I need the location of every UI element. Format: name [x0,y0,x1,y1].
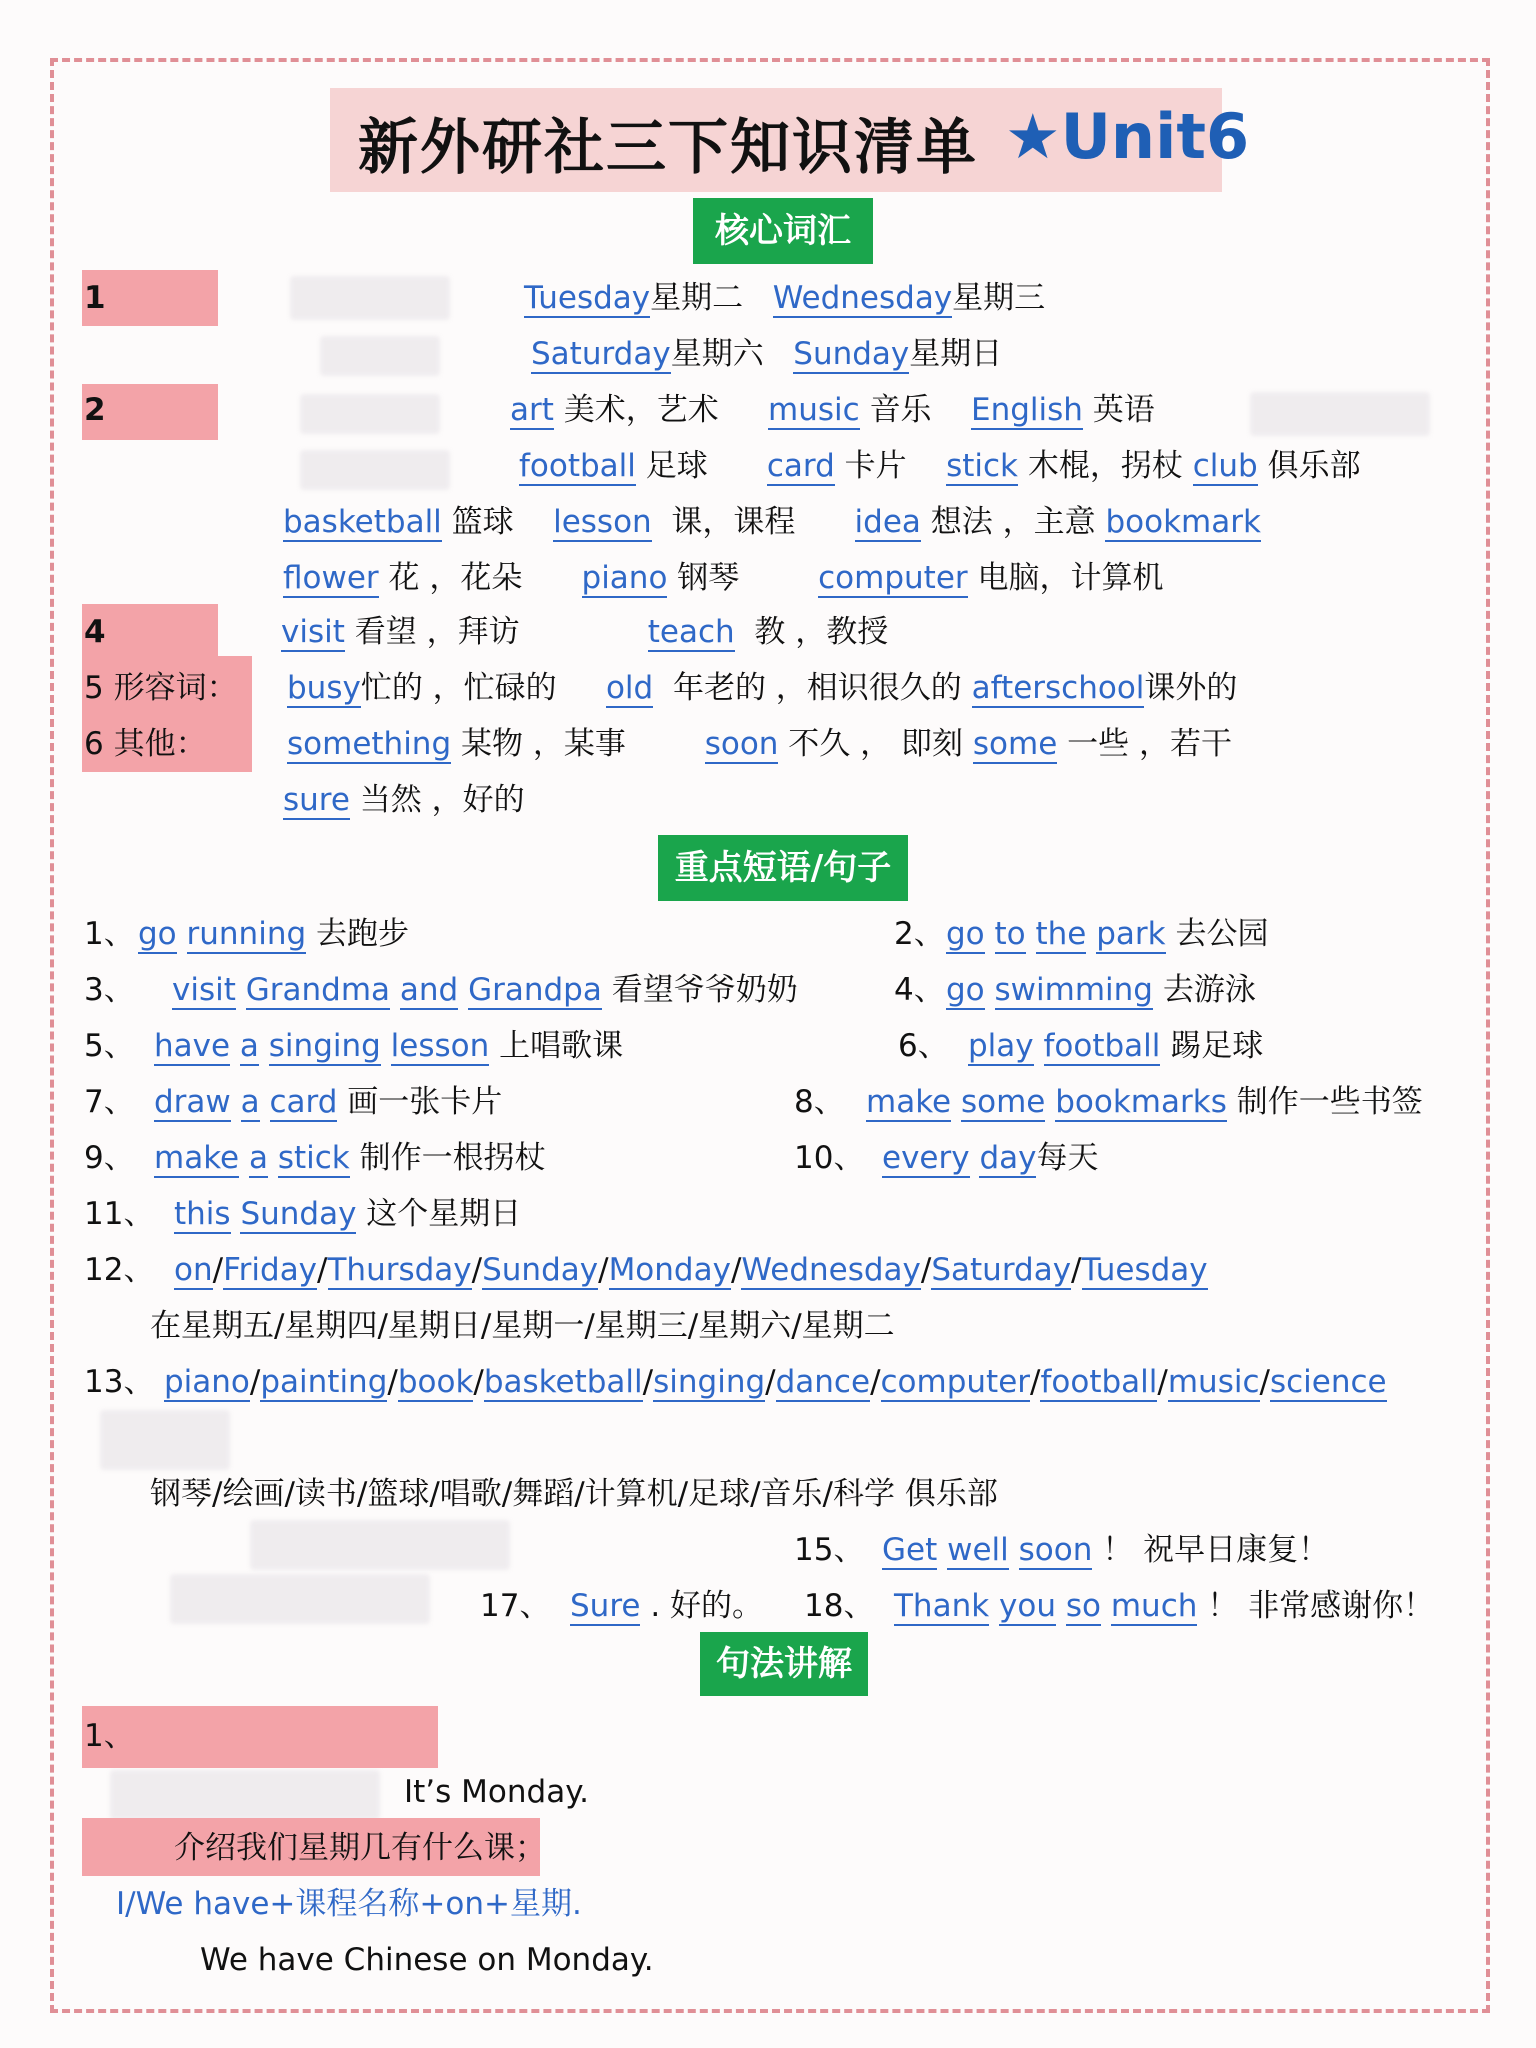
phrase-word: piano [164,1364,250,1400]
phrase-word: you [999,1588,1057,1624]
phrase-word: Sure [570,1588,641,1624]
phrase-word: football [1043,1028,1161,1064]
phrase-number: 8、 [794,1084,845,1120]
vocab-row: flower 花 ，花朵 piano 钢琴 computer 电脑，计算机 [283,560,1164,596]
vocab-num: 2 [84,392,106,428]
phrase-word: and [399,972,459,1008]
phrase-text [866,1080,1423,1124]
phrase-number: 9、 [84,1140,135,1176]
vocab-row: basketball 篮球 lesson 课，课程 idea 想法 ，主意 bookmark [283,504,1261,540]
phrase-word: science [1269,1364,1387,1400]
phrase-translation: ！ 祝早日康复！ [1092,1532,1330,1568]
vocab-word: art [510,392,554,428]
vocab-word: some [972,726,1058,762]
phrase-word: this [174,1196,231,1232]
phrase-word: to [994,916,1026,952]
phrase-word: Saturday [931,1252,1072,1288]
phrase-translation: 去公园 [1165,916,1269,952]
section-vocab: 核心词汇 [693,198,873,264]
phrase-word: Wednesday [741,1252,921,1288]
phrase-word: bookmarks [1055,1084,1227,1120]
phrase-number: 1、 [84,916,135,952]
vocab-word: teach [647,614,735,650]
vocab-word: idea [854,504,921,540]
phrase-text [172,968,798,1012]
phrase-word: stick [277,1140,350,1176]
phrase-text [570,1584,763,1628]
vocab-row: sure 当然 ，好的 [283,782,525,818]
phrase-word: singing [653,1364,766,1400]
phrase-word: Sunday [240,1196,357,1232]
phrase-text [154,1080,502,1124]
phrase-word: Thank [894,1588,990,1624]
phrase-translation: 在星期五/星期四/星期日/星期一/星期三/星期六/星期二 [150,1308,895,1344]
phrase-word: Friday [223,1252,318,1288]
phrase-translation: ！ 非常感谢你！ [1197,1588,1435,1624]
grammar-example: We have Chinese on Monday. [200,1942,654,1978]
vocab-word: basketball [283,504,442,540]
grammar-answer: It’s Monday. [404,1774,589,1810]
phrase-word: basketball [483,1364,643,1400]
phrase-word: swimming [994,972,1153,1008]
grammar-intro: 介绍我们星期几有什么课； [174,1830,546,1866]
phrase-number: 4、 [894,972,945,1008]
phrase-word: Sunday [482,1252,599,1288]
phrase-word: Thursday [327,1252,472,1288]
obscured-text [110,1770,380,1820]
phrase-word: a [239,1028,259,1064]
phrase-number: 5、 [84,1028,135,1064]
vocab-word: card [766,448,835,484]
vocab-row: visit 看望 ，拜访 teach 教 ，教授 [281,614,889,650]
obscured-text [320,336,440,376]
grammar-pattern: I/We have+课程名称+on+星期. [116,1886,582,1922]
phrase-word: book [397,1364,474,1400]
phrase-translation: . 好的。 [640,1588,764,1624]
phrase-word: so [1065,1588,1101,1624]
phrase-word: a [248,1140,268,1176]
obscured-text [100,1410,230,1470]
phrase-word: Get [882,1532,938,1568]
phrase-word: park [1096,916,1166,952]
phrase-word: go [946,972,985,1008]
phrase-word: much [1110,1588,1198,1624]
highlight-grammar-1 [82,1706,438,1768]
vocab-word: bookmark [1105,504,1261,540]
phrase-text [882,1136,1098,1180]
phrase-number: 18、 [804,1588,875,1624]
vocab-word: piano [581,560,668,596]
vocab-word: music [768,392,860,428]
phrase-word: go [138,916,177,952]
vocab-row: Saturday星期六 Sunday星期日 [531,336,1003,372]
vocab-word: afterschool [971,670,1145,706]
phrase-translation: 制作一些书签 [1226,1084,1423,1120]
vocab-word: Saturday [531,336,671,372]
phrase-translation: 画一张卡片 [337,1084,503,1120]
phrase-word: computer [880,1364,1031,1400]
phrase-text [894,1584,1434,1628]
obscured-text [290,276,450,320]
vocab-num: 6 其他： [84,726,207,762]
phrase-text: on/Friday/Thursday/Sunday/Monday/Wednesday/Saturday/Tuesday [174,1252,1208,1288]
phrase-translation: 每天 [1036,1140,1099,1176]
phrase-number: 3、 [84,972,135,1008]
phrase-number: 10、 [794,1140,865,1176]
vocab-num: 4 [84,614,106,650]
phrase-word: on [174,1252,213,1288]
phrase-word: football [1040,1364,1158,1400]
phrase-text [946,912,1268,956]
phrase-text [174,1192,521,1236]
obscured-text [300,450,450,490]
phrase-word: lesson [390,1028,490,1064]
phrase-word: painting [260,1364,388,1400]
phrase-word: draw [154,1084,231,1120]
phrase-word: Monday [608,1252,731,1288]
vocab-num: 1 [84,280,106,316]
phrase-word: make [866,1084,952,1120]
obscured-text [170,1574,430,1624]
phrase-word: the [1035,916,1087,952]
vocab-row: Tuesday星期二 Wednesday星期三 [524,280,1046,316]
phrase-word: go [946,916,985,952]
phrase-number: 7、 [84,1084,135,1120]
phrase-translation: 制作一根拐杖 [349,1140,546,1176]
phrase-number: 11、 [84,1196,155,1232]
vocab-word: Wednesday [772,280,953,316]
phrase-word: singing [268,1028,381,1064]
vocab-word: soon [704,726,779,762]
obscured-text [250,1520,510,1570]
phrase-word: running [186,916,307,952]
phrase-word: Tuesday [1081,1252,1208,1288]
phrase-number: 17、 [480,1588,551,1624]
vocab-word: English [970,392,1083,428]
vocab-word: Tuesday [524,280,651,316]
vocab-row: art 美术，艺术 music 音乐 English 英语 [510,392,1155,428]
vocab-word: something [287,726,452,762]
phrase-word: have [154,1028,231,1064]
phrase-word: every [882,1140,970,1176]
phrase-number: 12、 [84,1252,155,1288]
vocab-word: busy [287,670,361,706]
phrase-word: visit [172,972,236,1008]
phrase-word: dance [775,1364,871,1400]
phrase-translation: 看望爷爷奶奶 [601,972,798,1008]
phrase-translation: 钢琴/绘画/读书/篮球/唱歌/舞蹈/计算机/足球/音乐/科学 俱乐部 [150,1476,998,1512]
phrase-word: day [979,1140,1037,1176]
phrase-text [968,1024,1263,1068]
phrase-word: music [1167,1364,1260,1400]
phrase-translation: 这个星期日 [356,1196,522,1232]
phrase-number: 6、 [898,1028,949,1064]
phrase-word: make [154,1140,240,1176]
phrase-number: 15、 [794,1532,865,1568]
phrase-text [138,912,409,956]
section-grammar: 句法讲解 [700,1632,868,1696]
phrase-text [154,1136,546,1180]
vocab-word: Sunday [793,336,910,372]
vocab-word: club [1192,448,1258,484]
page-title: 新外研社三下知识清单 [358,113,978,183]
vocab-num: 5 形容词： [84,670,238,706]
grammar-item-num: 1、 [84,1718,135,1754]
phrase-translation: 去跑步 [306,916,410,952]
vocab-word: old [605,670,654,706]
phrase-text [946,968,1256,1012]
vocab-row: football 足球 card 卡片 stick 木棍，拐杖 club 俱乐部 [519,448,1361,484]
phrase-word: Grandpa [468,972,602,1008]
phrase-word: a [240,1084,260,1120]
vocab-word: computer [818,560,968,596]
phrase-translation: 踢足球 [1160,1028,1264,1064]
phrase-word: Grandma [245,972,391,1008]
phrase-text [882,1528,1329,1572]
obscured-text [1250,392,1430,436]
phrase-word: card [269,1084,338,1120]
vocab-row: busy忙的 ，忙碌的 old 年老的 ，相识很久的 afterschool课外的 [287,670,1238,706]
unit-label: ★Unit6 [1005,100,1250,173]
phrase-text: piano/painting/book/basketball/singing/dance/computer/football/music/science [164,1364,1387,1400]
vocab-word: sure [283,782,350,818]
phrase-translation: 去游泳 [1152,972,1256,1008]
vocab-row: something 某物 ，某事 soon 不久 ， 即刻 some 一些 ，若干 [287,726,1232,762]
vocab-word: visit [281,614,345,650]
vocab-word: stick [946,448,1019,484]
phrase-word: soon [1018,1532,1093,1568]
phrase-word: well [947,1532,1009,1568]
obscured-text [300,394,440,434]
phrase-number: 13、 [84,1364,155,1400]
phrase-number: 2、 [894,916,945,952]
vocab-word: football [519,448,636,484]
vocab-word: flower [283,560,379,596]
section-phrases: 重点短语/句子 [658,835,908,901]
vocab-word: lesson [553,504,652,540]
phrase-text [154,1024,623,1068]
phrase-word: some [960,1084,1046,1120]
phrase-translation: 上唱歌课 [489,1028,624,1064]
phrase-word: play [968,1028,1034,1064]
